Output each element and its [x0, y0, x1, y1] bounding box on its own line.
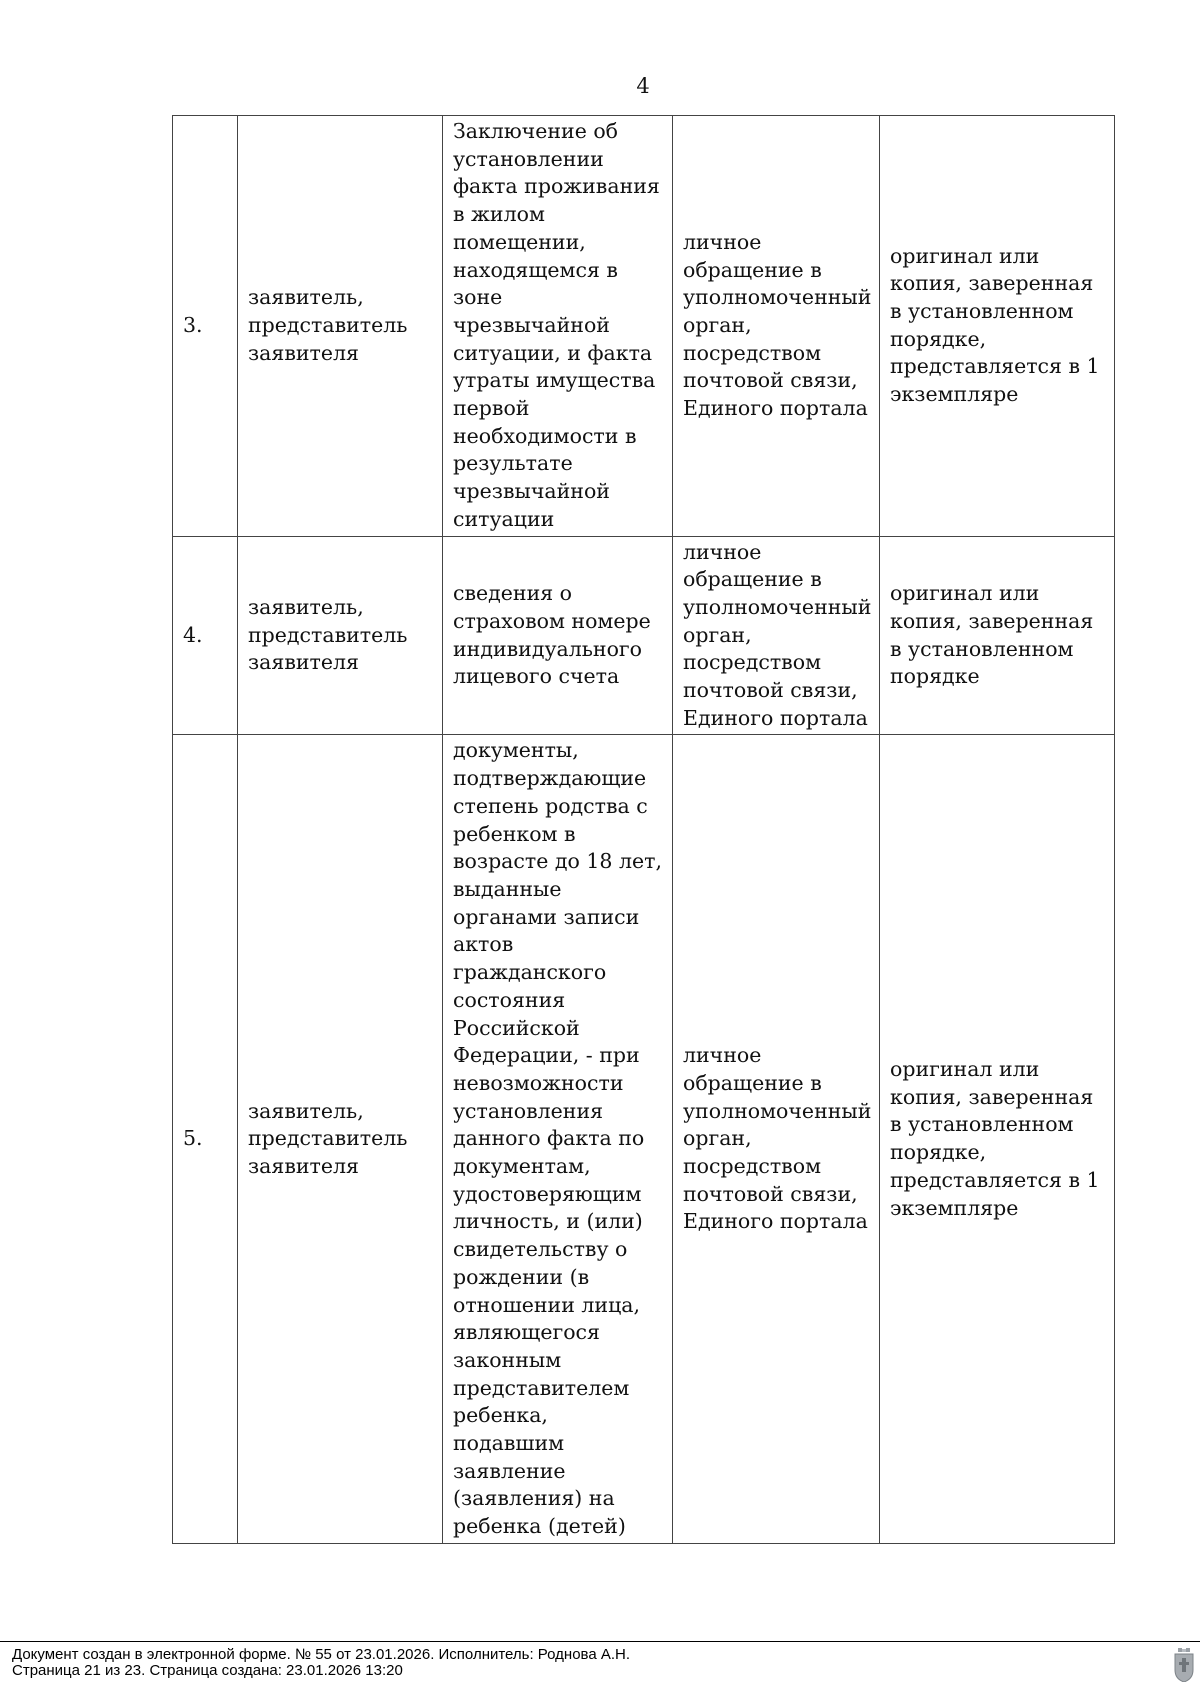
footer-divider — [0, 1641, 1200, 1642]
applicant-cell: заявитель, представитель заявителя — [238, 536, 443, 735]
applicant-cell: заявитель, представитель заявителя — [238, 116, 443, 537]
submission-method-cell: личное обращение в уполномоченный орган, посредством почтовой связи, Единого портала — [673, 116, 880, 537]
page-number: 4 — [636, 74, 650, 98]
table-row — [173, 735, 1115, 1543]
table-row — [173, 116, 1115, 537]
documents-table — [172, 115, 1115, 1544]
footer-page-info: Страница 21 из 23. Страница создана: 23.01.2026 13:20 — [12, 1662, 403, 1679]
applicant-cell: заявитель, представитель заявителя — [238, 735, 443, 1543]
document-cell: документы, подтверждающие степень родства с ребенком в возрасте до 18 лет, выданные органами записи актов гражданского состояния Российской Федерации, - при невозможности установления данного факта по документам, удостоверяющим личность, и (или) свидетельству о рождении (в отношении лица, являющегося законным представителем ребенка, подавшим заявление (заявления) на ребенка (детей) — [443, 735, 673, 1543]
submission-method-cell: личное обращение в уполномоченный орган, посредством почтовой связи, Единого портала — [673, 735, 880, 1543]
table-row — [173, 536, 1115, 735]
row-number: 3. — [173, 116, 238, 537]
requirements-cell: оригинал или копия, заверенная в установленном порядке — [880, 536, 1115, 735]
document-cell: Заключение об установлении факта проживания в жилом помещении, находящемся в зоне чрезвычайной ситуации, и факта утраты имущества первой необходимости в результате чрезвычайной ситуации — [443, 116, 673, 537]
requirements-cell: оригинал или копия, заверенная в установленном порядке, представляется в 1 экземпляре — [880, 116, 1115, 537]
row-number: 4. — [173, 536, 238, 735]
row-number: 5. — [173, 735, 238, 1543]
document-cell: сведения о страховом номере индивидуального лицевого счета — [443, 536, 673, 735]
submission-method-cell: личное обращение в уполномоченный орган, посредством почтовой связи, Единого портала — [673, 536, 880, 735]
requirements-cell: оригинал или копия, заверенная в установленном порядке, представляется в 1 экземпляре — [880, 735, 1115, 1543]
document-footer — [12, 1647, 630, 1679]
coat-of-arms-icon — [1173, 1648, 1195, 1682]
footer-document-info: Документ создан в электронной форме. № 55 от 23.01.2026. Исполнитель: Роднова А.Н. — [12, 1646, 631, 1663]
